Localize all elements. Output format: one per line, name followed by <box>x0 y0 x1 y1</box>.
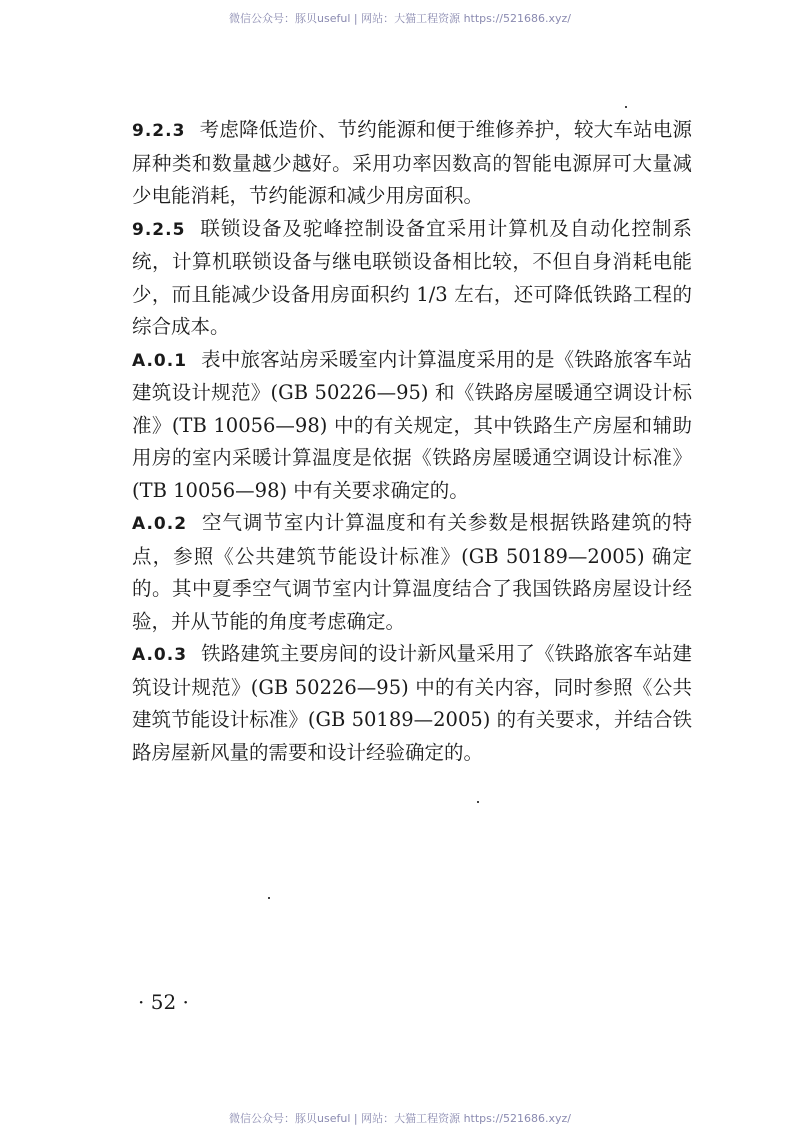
clause-a-0-1 <box>132 344 692 508</box>
clause-text: 考虑降低造价、节约能源和便于维修养护，较大车站电源屏种类和数量越少越好。采用功率因数高的智能电源屏可大量减少电能消耗，节约能源和减少用房面积。 <box>132 118 692 207</box>
clause-text: 表中旅客站房采暖室内计算温度采用的是《铁路旅客车站建筑设计规范》(GB 50226—95) 和《铁路房屋暖通空调设计标准》(TB 10056—98) 中的有关规定，其中铁路生产房屋和辅助用房的室内采暖计算温度是依据《铁路房屋暖通空调设计标准》(TB 10056—98) 中有关要求确定的。 <box>132 347 692 502</box>
scan-speck <box>477 801 479 803</box>
scan-speck <box>625 106 627 108</box>
clause-text: 空气调节室内计算温度和有关参数是根据铁路建筑的特点，参照《公共建筑节能设计标准》(GB 50189—2005) 确定的。其中夏季空气调节室内计算温度结合了我国铁路房屋设计经验，并从节能的角度考虑确定。 <box>132 511 692 633</box>
clause-9-2-5 <box>132 213 692 344</box>
clause-a-0-3 <box>132 638 692 769</box>
clause-number: 9.2.3 <box>132 121 186 141</box>
clause-number: A.0.2 <box>132 514 188 534</box>
watermark-top: 微信公众号：豚贝useful | 网站：大猫工程资源 https://521686.xyz/ <box>229 12 571 25</box>
clause-a-0-2 <box>132 507 692 638</box>
scan-speck <box>268 897 270 899</box>
clause-number: A.0.1 <box>132 350 188 371</box>
clause-number: 9.2.5 <box>132 219 186 240</box>
document-body <box>132 114 692 769</box>
clause-text: 铁路建筑主要房间的设计新风量采用了《铁路旅客车站建筑设计规范》(GB 50226—95) 中的有关内容，同时参照《公共建筑节能设计标准》(GB 50189—2005) 的有关要求，并结合铁路房屋新风量的需要和设计经验确定的。 <box>132 642 692 764</box>
watermark-bottom: 微信公众号：豚贝useful | 网站：大猫工程资源 https://521686.xyz/ <box>229 1112 571 1125</box>
clause-9-2-3 <box>132 114 692 213</box>
clause-text: 联锁设备及驼峰控制设备宜采用计算机及自动化控制系统，计算机联锁设备与继电联锁设备相比较，不但自身消耗电能少，而且能减少设备用房面积约 1/3 左右，还可降低铁路工程的综合成本。 <box>132 216 692 338</box>
page-number: · 52 · <box>138 990 189 1014</box>
clause-number: A.0.3 <box>132 645 188 665</box>
